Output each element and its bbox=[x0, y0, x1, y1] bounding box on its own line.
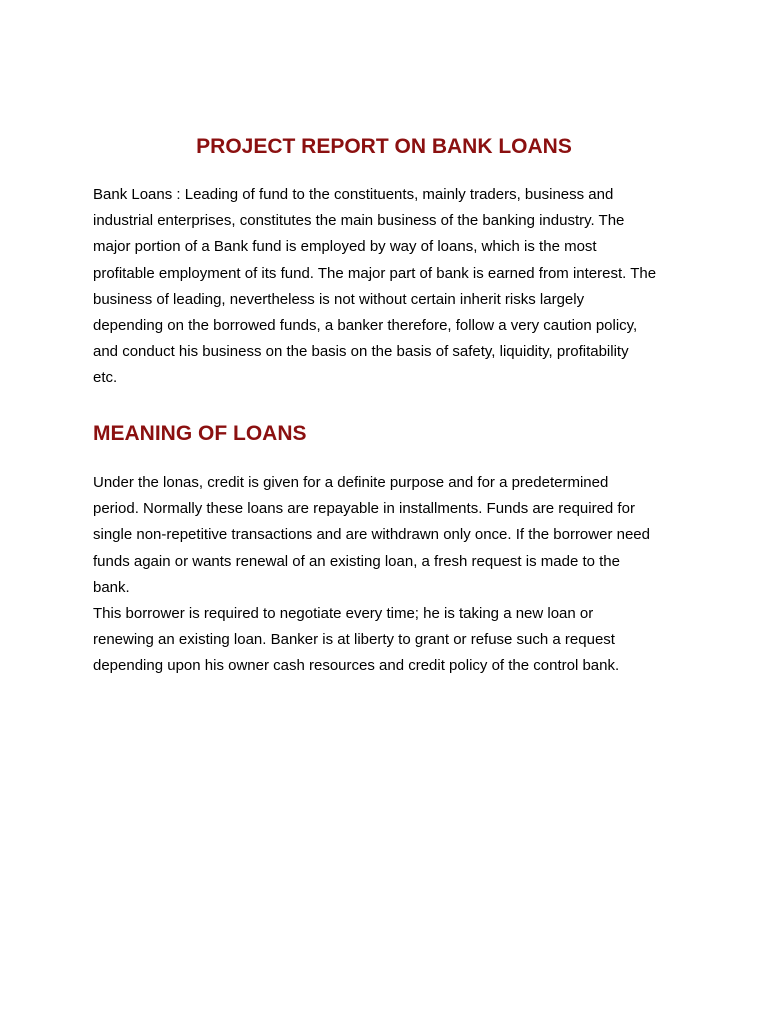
text-line: etc. bbox=[93, 369, 118, 387]
text-line: major portion of a Bank fund is employed by way of loans, which is the most bbox=[93, 238, 597, 256]
text-line: depending on the borrowed funds, a banker therefore, follow a very caution policy, bbox=[93, 317, 638, 335]
text-line: profitable employment of its fund. The major part of bank is earned from interest. The bbox=[93, 264, 657, 282]
text-line: This borrower is required to negotiate every time; he is taking a new loan or bbox=[93, 605, 594, 623]
text-line: period. Normally these loans are repayable in installments. Funds are required for bbox=[93, 500, 635, 518]
text-line: funds again or wants renewal of an existing loan, a fresh request is made to the bbox=[93, 552, 620, 570]
text-line: single non-repetitive transactions and are withdrawn only once. If the borrower need bbox=[93, 526, 650, 544]
text-line: Bank Loans : Leading of fund to the constituents, mainly traders, business and bbox=[93, 186, 614, 203]
intro-paragraph bbox=[93, 182, 683, 392]
section-paragraph bbox=[93, 470, 683, 680]
text-line: and conduct his business on the basis on the basis of safety, liquidity, profitability bbox=[93, 343, 629, 361]
text-line: Under the lonas, credit is given for a definite purpose and for a predetermined bbox=[93, 474, 609, 491]
text-line: bank. bbox=[93, 578, 130, 596]
section-heading: MEANING OF LOANS bbox=[93, 422, 307, 445]
text-line: business of leading, nevertheless is not without certain inherit risks largely bbox=[93, 290, 585, 308]
text-line: depending upon his owner cash resources and credit policy of the control bank. bbox=[93, 657, 620, 675]
text-line: industrial enterprises, constitutes the main business of the banking industry. The bbox=[93, 212, 625, 230]
text-line: renewing an existing loan. Banker is at liberty to grant or refuse such a request bbox=[93, 631, 615, 649]
document-title: PROJECT REPORT ON BANK LOANS bbox=[196, 135, 572, 158]
